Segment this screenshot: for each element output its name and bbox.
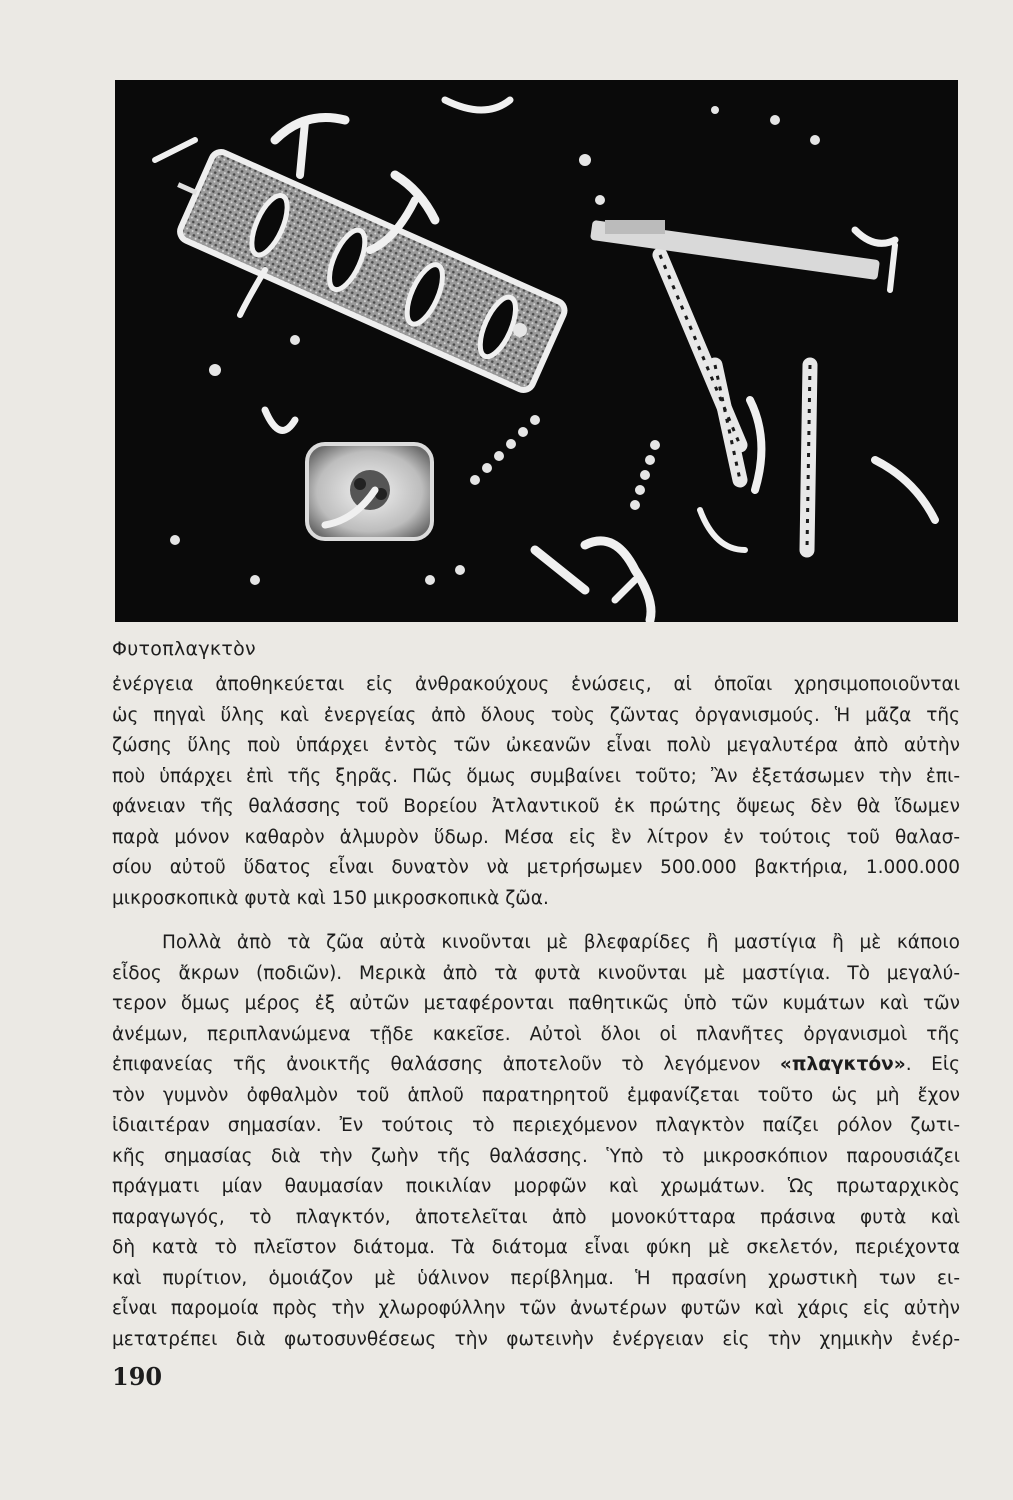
text-segment: . Εἰς — [905, 1054, 960, 1075]
text-line: ἐνέργεια ἀποθηκεύεται εἰς ἀνθρακούχους ἑνώσεις, αἱ ὁποῖαι χρησιμοποιοῦνται — [112, 674, 960, 695]
text-line: εἶναι παρομοία πρὸς τὴν χλωροφύλλην τῶν ἀνωτέρων φυτῶν καὶ χάρις εἰς αὐτὴν — [112, 1298, 960, 1319]
phytoplankton-photo — [115, 80, 958, 622]
text-line: ὡς πηγαὶ ὕλης καὶ ἐνεργείας ἀπὸ ὅλους τοὺς ζῶντας ὀργανισμούς. Ἡ μᾶζα τῆς — [112, 704, 960, 726]
paragraph-2 — [112, 928, 960, 1355]
text-line: φάνειαν τῆς θαλάσσης τοῦ Βορείου Ἀτλαντικοῦ ἐκ πρώτης ὄψεως δὲν θὰ ἴδωμεν — [112, 796, 960, 817]
text-line: τὸν γυμνὸν ὀφθαλμὸν τοῦ ἁπλοῦ παρατηρητοῦ ἐμφανίζεται τοῦτο ὡς μὴ ἔχον — [112, 1084, 960, 1106]
text-line: μετατρέπει διὰ φωτοσυνθέσεως τὴν φωτεινὴν ἐνέργειαν εἰς τὴν χημικὴν ἐνέρ- — [112, 1328, 960, 1350]
text-line-with-term — [112, 1050, 960, 1081]
text-line: ἀνέμων, περιπλανώμενα τῇδε κακεῖσε. Αὐτοὶ ὅλοι οἱ πλανῆτες ὀργανισμοὶ τῆς — [112, 1023, 960, 1045]
text-line: εἶδος ἄκρων (ποδιῶν). Μερικὰ ἀπὸ τὰ φυτὰ κινοῦνται μὲ μαστίγια. Τὸ μεγαλύ- — [112, 962, 960, 984]
paragraph-1 — [112, 670, 960, 914]
text-line: κῆς σημασίας διὰ τὴν ζωὴν τῆς θαλάσσης. Ὑπὸ τὸ μικροσκόπιον παρουσιάζει — [112, 1145, 960, 1167]
text-line: παραγωγός, τὸ πλαγκτόν, ἀποτελεῖται ἀπὸ μονοκύτταρα πράσινα φυτὰ καὶ — [112, 1206, 960, 1228]
text-line: ποὺ ὑπάρχει ἐπὶ τῆς ξηρᾶς. Πῶς ὅμως συμβαίνει τοῦτο; Ἂν ἐξετάσωμεν τὴν ἐπι- — [112, 765, 960, 787]
text-line: καὶ πυρίτιον, ὁμοιάζον μὲ ὑάλινον περίβλημα. Ἡ πρασίνη χρωστικὴ των ει- — [112, 1267, 960, 1289]
text-line: παρὰ μόνον καθαρὸν ἁλμυρὸν ὕδωρ. Μέσα εἰς ἓν λίτρον ἐν τούτοις τοῦ θαλασ- — [112, 826, 960, 848]
page-number: 190 — [112, 1362, 163, 1391]
text-line: ζώσης ὕλης ποὺ ὑπάρχει ἐντὸς τῶν ὠκεανῶν εἶναι πολὺ μεγαλυτέρα ἀπὸ αὐτὴν — [112, 735, 960, 756]
plankton-term: «πλαγκτόν» — [779, 1054, 906, 1075]
text-segment: ἐπιφανείας τῆς ἀνοικτῆς θαλάσσης ἀποτελοῦν τὸ λεγόμενον — [112, 1054, 780, 1075]
text-line: τερον ὅμως μέρος ἐξ αὐτῶν μεταφέρονται παθητικῶς ὑπὸ τῶν κυμάτων καὶ τῶν — [112, 993, 960, 1014]
text-line: πράγματι μίαν θαυμασίαν ποικιλίαν μορφῶν καὶ χρωμάτων. Ὡς πρωταρχικὸς — [112, 1176, 960, 1197]
figure-caption: Φυτοπλαγκτὸν — [112, 638, 256, 660]
text-line: σίου αὐτοῦ ὕδατος εἶναι δυνατὸν νὰ μετρήσωμεν 500.000 βακτήρια, 1.000.000 — [112, 857, 960, 878]
text-line: δὴ κατὰ τὸ πλεῖστον διάτομα. Τὰ διάτομα εἶναι φύκη μὲ σκελετόν, περιέχοντα — [112, 1237, 960, 1258]
text-line: μικροσκοπικὰ φυτὰ καὶ 150 μικροσκοπικὰ ζῶα. — [112, 887, 549, 909]
text-line: Πολλὰ ἀπὸ τὰ ζῶα αὐτὰ κινοῦνται μὲ βλεφαρίδες ἢ μαστίγια ἢ μὲ κάποιο — [162, 932, 960, 953]
micrograph-illustration — [115, 80, 958, 622]
text-line: ἰδιαιτέραν σημασίαν. Ἐν τούτοις τὸ περιεχόμενον πλαγκτὸν παίζει ρόλον ζωτι- — [112, 1115, 960, 1136]
